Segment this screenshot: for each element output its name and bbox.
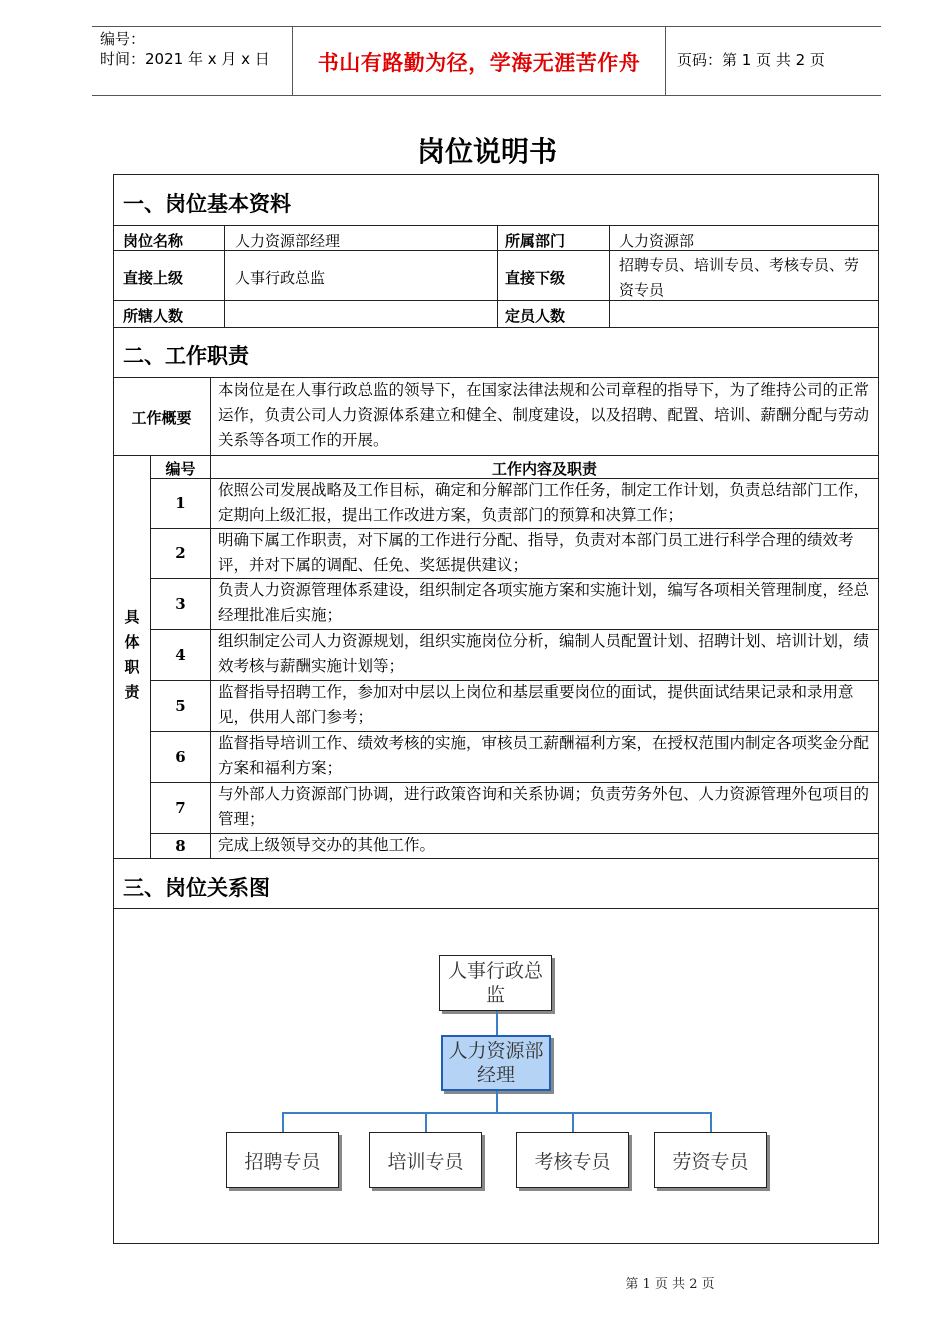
column-divider xyxy=(497,225,498,327)
label-direct-subordinates: 直接下级 xyxy=(505,269,566,287)
org-node-manager xyxy=(441,1035,551,1091)
duty-text: 监督指导招聘工作，参加对中层以上岗位和基层重要岗位的面试，提供面试结果记录和录用意见，供用人部门参考； xyxy=(218,683,854,726)
col-header-no: 编号 xyxy=(165,460,196,478)
org-node-manager-label: 人力资源部经理 xyxy=(448,1040,544,1086)
row-divider xyxy=(114,225,878,226)
org-node-subordinate: 招聘专员 xyxy=(226,1132,339,1188)
section2-heading: 二、工作职责 xyxy=(123,343,249,368)
connector-line xyxy=(496,1011,498,1035)
org-node-top xyxy=(439,955,552,1011)
duty-number: 2 xyxy=(175,544,186,562)
col-header-content: 工作内容及职责 xyxy=(491,460,597,478)
duty-text: 监督指导培训工作、绩效考核的实施，审核员工薪酬福利方案，在授权范围内制定各项奖金分配方案和福利方案； xyxy=(218,734,870,777)
header-page-label: 页码：第 1 页 共 2 页 xyxy=(677,51,825,69)
duty-text: 依照公司发展战略及工作目标，确定和分解部门工作任务，制定工作计划，负责总结部门工作，定期向上级汇报，提出工作改进方案，负责部门的预算和决算工作； xyxy=(218,481,870,524)
value-direct-superior: 人事行政总监 xyxy=(235,269,326,287)
overview-label: 工作概要 xyxy=(131,409,192,427)
label-department: 所属部门 xyxy=(505,232,566,250)
org-node-subordinate: 考核专员 xyxy=(516,1132,629,1188)
duty-number: 7 xyxy=(175,798,186,817)
row-divider xyxy=(114,455,878,456)
duty-text: 与外部人力资源部门协调，进行政策咨询和关系协调；负责劳务外包、人力资源管理外包项目的管理； xyxy=(218,785,870,828)
connector-line xyxy=(710,1112,712,1132)
section1-heading: 一、岗位基本资料 xyxy=(123,191,291,216)
duty-text: 负责人力资源管理体系建设，组织制定各项实施方案和实施计划，编写各项相关管理制度，经总经理批准后实施； xyxy=(218,581,870,624)
column-divider xyxy=(609,225,610,327)
column-divider xyxy=(210,377,211,455)
duty-number: 5 xyxy=(175,696,186,715)
value-direct-subordinates: 招聘专员、培训专员、考核专员、劳资专员 xyxy=(619,256,860,299)
duty-number: 1 xyxy=(175,494,186,512)
org-node-subordinate: 劳资专员 xyxy=(654,1132,767,1188)
row-divider xyxy=(114,327,878,328)
header-meta xyxy=(100,29,290,69)
org-node-subordinate: 培训专员 xyxy=(369,1132,482,1188)
label-position-name: 岗位名称 xyxy=(123,232,184,250)
overview-text: 本岗位是在人事行政总监的领导下，在国家法律法规和公司章程的指导下，为了维持公司的正常运作，负责公司人力资源体系建立和健全、制度建设，以及招聘、配置、培训、薪酬分配与劳动关系等各项工作的开展。 xyxy=(218,381,870,449)
connector-line xyxy=(425,1112,427,1132)
row-divider xyxy=(114,250,878,251)
page-header xyxy=(92,26,881,96)
header-motto: 书山有路勤为径，学海无涯苦作舟 xyxy=(317,51,641,75)
connector-line xyxy=(282,1112,284,1132)
duties-label xyxy=(114,605,150,705)
number-label: 编号： xyxy=(100,30,146,48)
duty-number: 3 xyxy=(175,594,186,613)
duty-number: 8 xyxy=(175,836,186,855)
connector-line xyxy=(496,1091,498,1113)
label-staff-quota: 定员人数 xyxy=(505,307,566,325)
value-position-name: 人力资源部经理 xyxy=(235,232,341,250)
connector-line xyxy=(282,1112,711,1114)
page-footer: 第 1 页 共 2 页 xyxy=(625,1277,715,1292)
duty-number: 4 xyxy=(175,645,186,664)
row-divider xyxy=(114,858,878,859)
section3-heading: 三、岗位关系图 xyxy=(123,875,270,900)
connector-line xyxy=(572,1112,574,1132)
value-department: 人力资源部 xyxy=(619,232,695,250)
job-description-table xyxy=(113,174,879,1244)
label-direct-superior: 直接上级 xyxy=(123,269,184,287)
time-label: 时间：2021 年 x 月 x 日 xyxy=(100,50,270,68)
duty-text: 组织制定公司人力资源规划，组织实施岗位分析，编制人员配置计划、招聘计划、培训计划，绩效考核与薪酬实施计划等； xyxy=(218,632,870,675)
column-divider xyxy=(210,455,211,858)
column-divider xyxy=(224,225,225,327)
org-node-top-label: 人事行政总监 xyxy=(447,960,543,1006)
duty-number: 6 xyxy=(175,747,186,766)
duties-label-text: 具 体 职 责 xyxy=(124,608,140,701)
duty-text: 完成上级领导交办的其他工作。 xyxy=(218,836,436,854)
row-divider xyxy=(114,300,878,301)
duty-text: 明确下属工作职责，对下属的工作进行分配、指导，负责对本部门员工进行科学合理的绩效考评，并对下属的调配、任免、奖惩提供建议； xyxy=(218,531,854,574)
row-divider xyxy=(114,908,878,909)
label-headcount-managed: 所辖人数 xyxy=(123,307,184,325)
document-title: 岗位说明书 xyxy=(416,135,557,168)
header-divider xyxy=(665,27,666,95)
